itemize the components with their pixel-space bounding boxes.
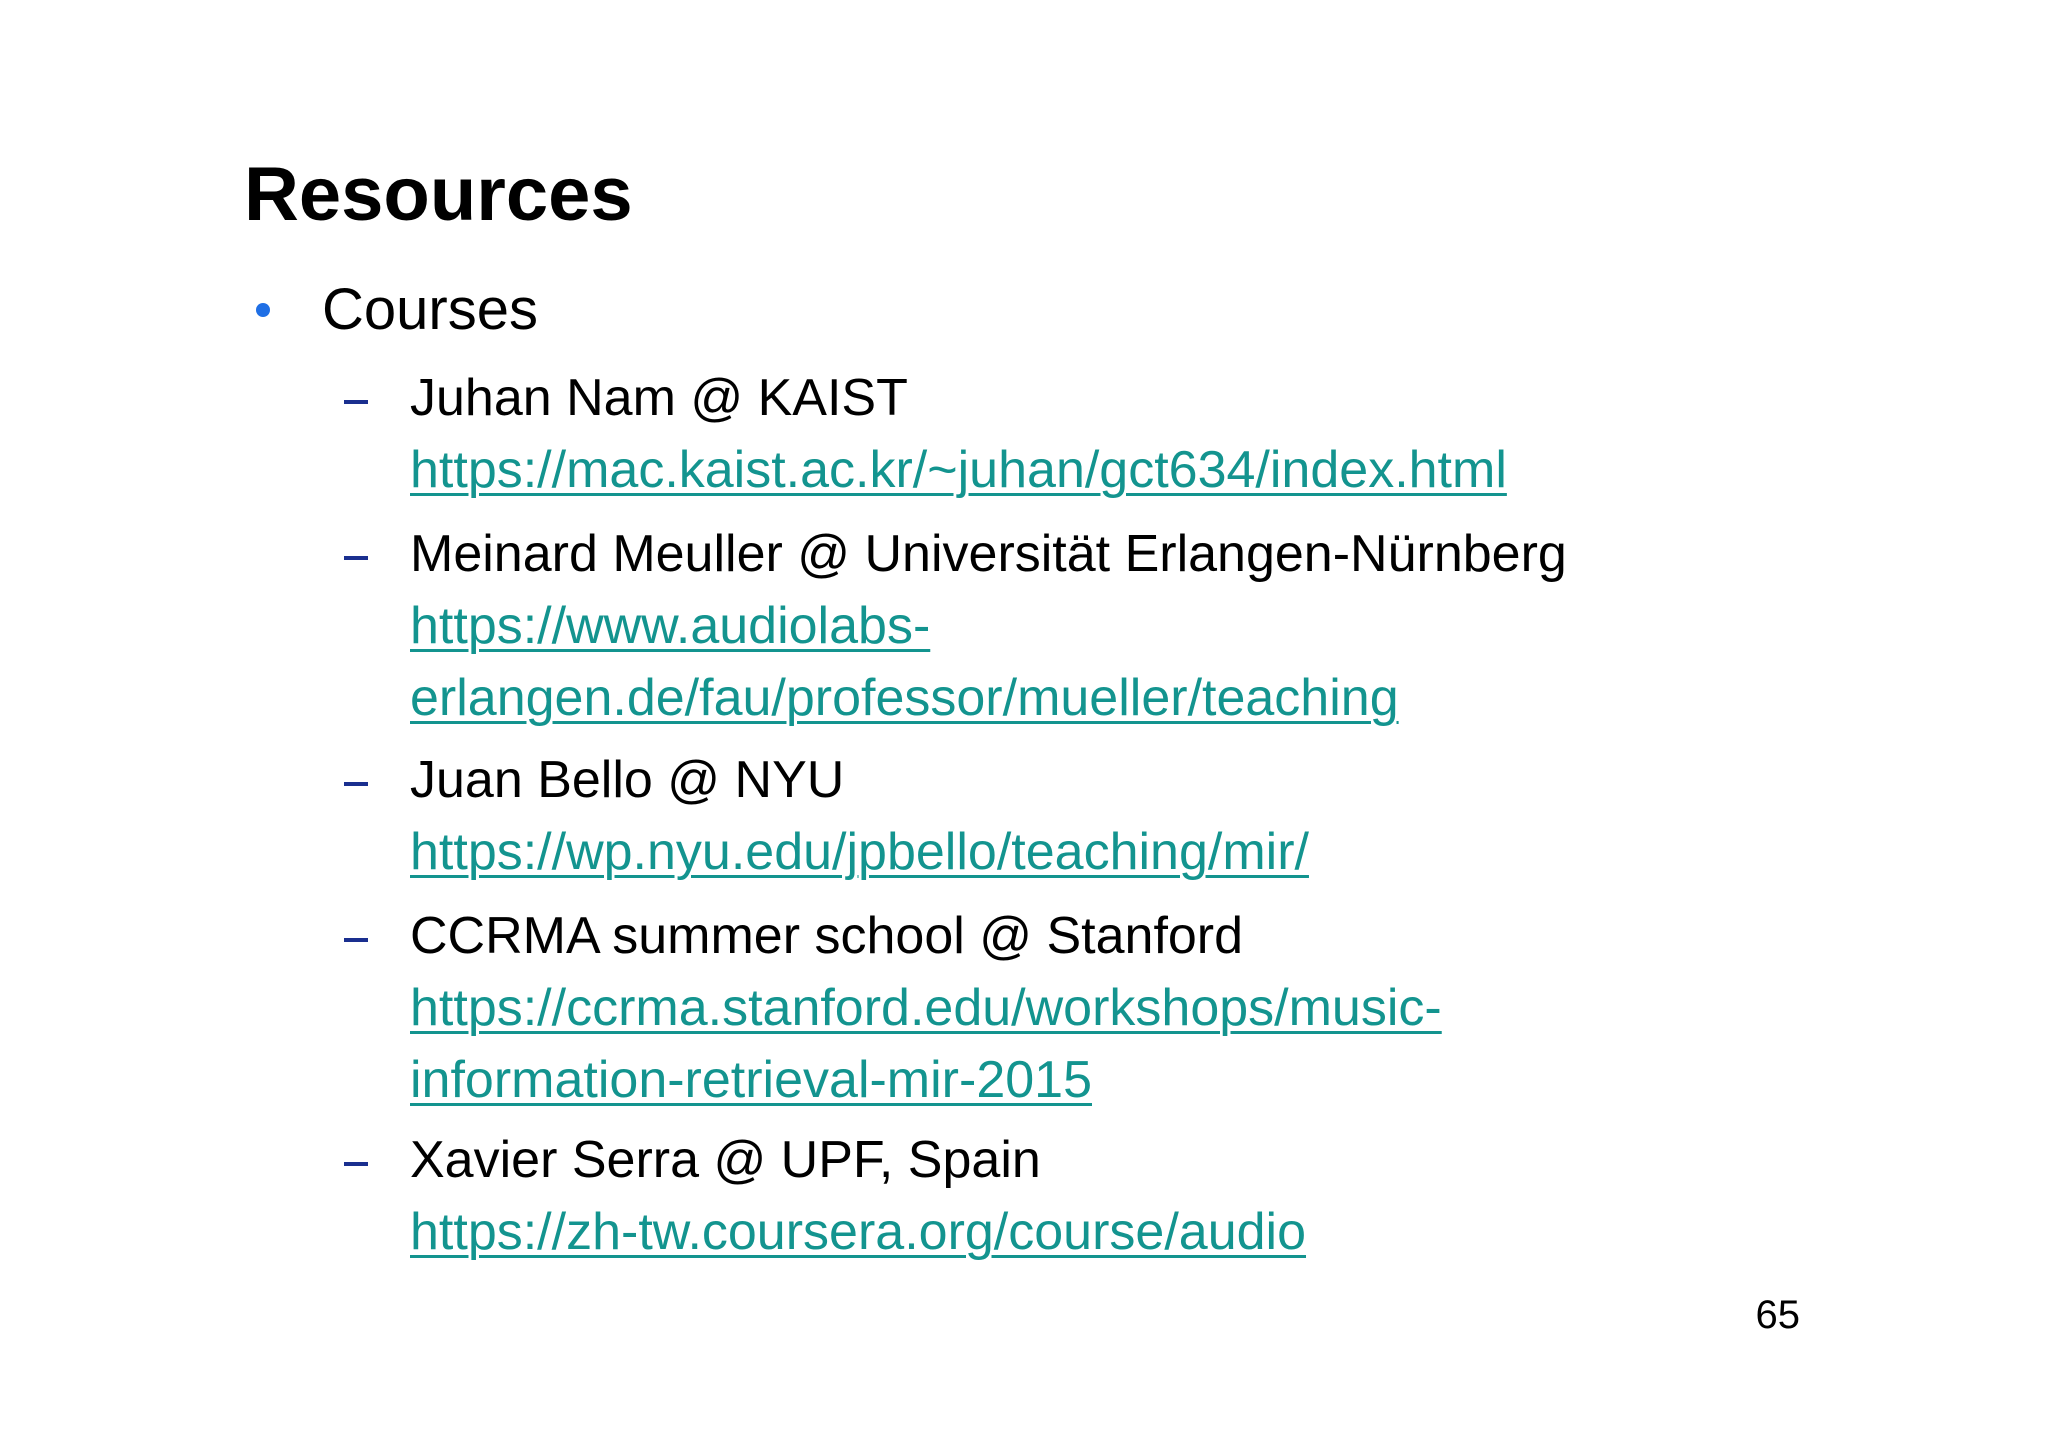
- course-name: Juan Bello @ NYU: [410, 751, 845, 809]
- dash-icon: [344, 400, 368, 404]
- bullet-courses: [256, 270, 538, 350]
- bullet-label: Courses: [322, 277, 538, 342]
- course-link[interactable]: https://zh-tw.coursera.org/course/audio: [410, 1203, 1307, 1261]
- bullet-dot-icon: [256, 303, 270, 317]
- course-item-kaist: [344, 362, 1507, 506]
- dash-icon: [344, 938, 368, 942]
- course-name: Juhan Nam @ KAIST: [410, 369, 908, 427]
- course-link[interactable]: https://wp.nyu.edu/jpbello/teaching/mir/: [410, 823, 1309, 881]
- course-name: Xavier Serra @ UPF, Spain: [410, 1131, 1041, 1189]
- slide-title: Resources: [244, 152, 633, 237]
- dash-icon: [344, 556, 368, 560]
- course-link[interactable]: https://ccrma.stanford.edu/workshops/music-: [410, 979, 1442, 1037]
- course-name: CCRMA summer school @ Stanford: [410, 907, 1244, 965]
- page-number: 65: [1755, 1293, 1800, 1337]
- course-name: Meinard Meuller @ Universität Erlangen-Nürnberg: [410, 525, 1567, 583]
- course-item-stanford: [344, 900, 1442, 1116]
- course-link-continued[interactable]: information-retrieval-mir-2015: [410, 1051, 1092, 1109]
- course-item-upf: [344, 1124, 1306, 1268]
- dash-icon: [344, 782, 368, 786]
- course-item-nyu: [344, 744, 1309, 888]
- course-link[interactable]: https://www.audiolabs-: [410, 597, 931, 655]
- course-link[interactable]: https://mac.kaist.ac.kr/~juhan/gct634/index.html: [410, 441, 1507, 499]
- course-item-erlangen: [344, 518, 1567, 734]
- course-link-continued[interactable]: erlangen.de/fau/professor/mueller/teaching: [410, 669, 1399, 727]
- dash-icon: [344, 1162, 368, 1166]
